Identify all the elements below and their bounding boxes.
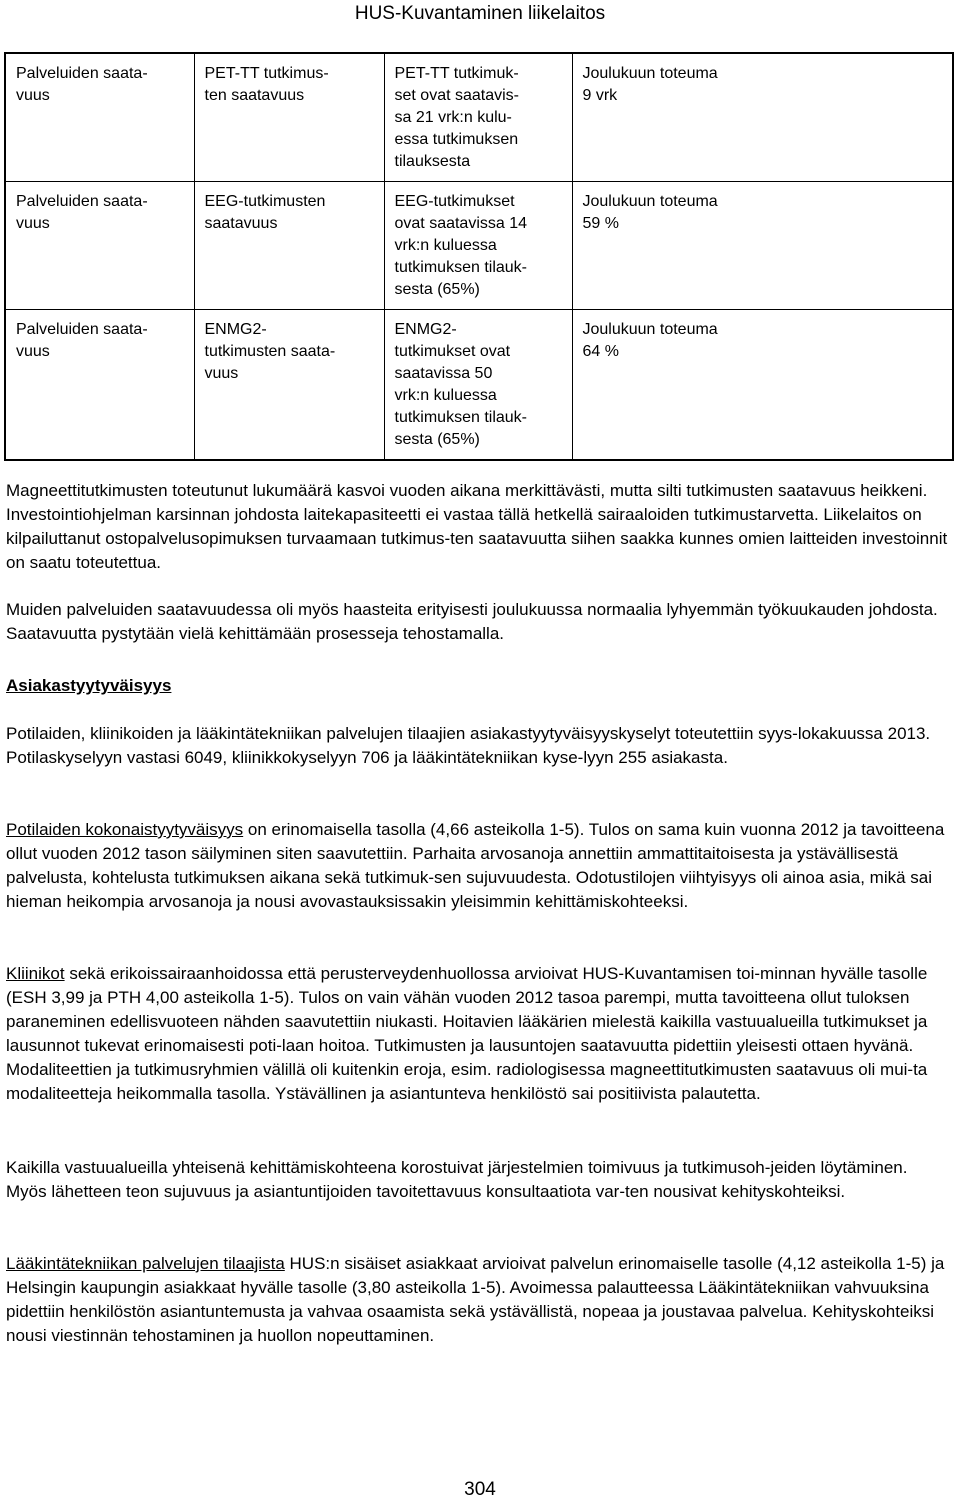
- table-cell-target: PET-TT tutkimuk- set ovat saatavis- sa 21 vrk:n kulu- essa tutkimuksen tilauksesta: [384, 53, 572, 182]
- service-availability-table: [4, 52, 954, 461]
- table-cell-category: Palveluiden saata- vuus: [5, 182, 194, 310]
- table-row: [5, 182, 953, 310]
- table-row: [5, 53, 953, 182]
- table-cell-metric: EEG-tutkimusten saatavuus: [194, 182, 384, 310]
- paragraph-clinicians: [6, 962, 952, 1106]
- section-heading: Asiakastyytyväisyys: [6, 676, 172, 695]
- paragraph-other-services: Muiden palveluiden saatavuudessa oli myös haasteita erityisesti joulukuussa normaalia lyhyemmän työkuukauden johdosta. Saatavuutta pystytään vielä kehittämään prosesseja tehostamalla.: [6, 600, 938, 643]
- patients-link-text: Potilaiden kokonaistyytyväisyys: [6, 820, 244, 839]
- patients-text: on erinomaisella tasolla (4,66 asteikolla 1-5). Tulos on sama kuin vuonna 2012 ja tavoitteena ollut vuoden 2012 tason säilyminen siten saavutettiin. Parhaita arvosanoja annettiin ammattitaitoisesta ja ystävällisestä palvelusta, kohtelusta tutkimuksen aikana sekä tutkimuk-sen sujuvuudesta. Odotustilojen viihtyisyys oli ainoa asia, mikä sai hieman heikompia arvosanoja ja nousi avovastauksissakin yleisimmin kehittämiskohteeksi.: [6, 820, 945, 911]
- paragraph-patients: [6, 818, 952, 914]
- paragraph-survey-intro: Potilaiden, kliinikoiden ja lääkintätekniikan palvelujen tilaajien asiakastyytyväisyyskyselyt toteutettiin syys-lokakuussa 2013. Potilaskyselyyn vastasi 6049, kliinikkokyselyyn 706 ja lääkintätekniikan kyse-lyyn 255 asiakasta.: [6, 724, 931, 767]
- clinicians-link-text: Kliinikot: [6, 964, 65, 983]
- table-cell-result: Joulukuun toteuma 9 vrk: [572, 53, 953, 182]
- table-cell-target: ENMG2- tutkimukset ovat saatavissa 50 vrk:n kuluessa tutkimuksen tilauk- sesta (65%): [384, 310, 572, 461]
- table-cell-category: Palveluiden saata- vuus: [5, 310, 194, 461]
- paragraph-mri-availability: Magneettitutkimusten toteutunut lukumäärä kasvoi vuoden aikana merkittävästi, mutta silti tutkimusten saatavuus heikkeni. Investointiohjelman karsinnan johdosta laitekapasiteetti ei vastaa tällä hetkellä sairaaloiden tutkimustarvetta. Liikelaitos on kilpailuttanut ostopalvelusopimuksen turvaamaan tutkimus-ten saatavuutta siihen saakka kunnes omien laitteiden investoinnit on saatu toteutettua.: [6, 481, 948, 572]
- table-cell-result: Joulukuun toteuma 59 %: [572, 182, 953, 310]
- page-number: 304: [464, 1479, 496, 1500]
- table-cell-result: Joulukuun toteuma 64 %: [572, 310, 953, 461]
- table-cell-metric: ENMG2- tutkimusten saata- vuus: [194, 310, 384, 461]
- table-row: [5, 310, 953, 461]
- paragraph-medical-technology: [6, 1252, 952, 1348]
- medtech-text: HUS:n sisäiset asiakkaat arvioivat palvelun erinomaiselle tasolle (4,12 asteikolla 1-5) ja Helsingin kaupungin asiakkaat hyvälle tasolle (3,80 asteikolla 1-5). Avoimessa palautteessa Lääkintätekniikan vahvuuksina pidettiin henkilöstön asiantuntemusta ja vahvaa osaamista sekä ystävällistä, nopeaa ja joustavaa palvelua. Kehityskohteiksi nousi viestinnän tehostaminen ja huollon nopeuttaminen.: [6, 1254, 945, 1345]
- page-header-title: HUS-Kuvantaminen liikelaitos: [354, 3, 606, 24]
- clinicians-text: sekä erikoissairaanhoidossa että perusterveydenhuollossa arvioivat HUS-Kuvantamisen toi-minnan hyvälle tasolle (ESH 3,99 ja PTH 4,00 asteikolla 1-5). Tulos on vain vähän vuoden 2012 tasoa parempi, mutta tavoitteena ollut tuloksen paraneminen edellisvuoteen nähden saavutettiin niukasti. Hoitavien lääkärien mielestä kaikilla vastuualueilla tutkimukset ja lausunnot tukevat erinomaisesti poti-laan hoitoa. Tutkimusten ja lausuntojen saatavuutta pidettiin yleisesti ottaen hyvänä. Modaliteettien ja tutkimusryhmien välillä oli kuitenkin eroja, esim. radiologisessa magneettitutkimusten saatavuus oli mui-ta modaliteetteja heikommalla tasolla. Ystävällinen ja asiantunteva henkilöstö sai positiivista palautetta.: [6, 964, 928, 1103]
- table-cell-metric: PET-TT tutkimus- ten saatavuus: [194, 53, 384, 182]
- paragraph-development: Kaikilla vastuualueilla yhteisenä kehittämiskohteena korostuivat järjestelmien toimivuus ja tutkimusoh-jeiden löytäminen. Myös lähetteen teon sujuvuus ja asiantuntijoiden tavoitettavuus konsultaatiota var-ten nousivat kehityskohteiksi.: [6, 1158, 908, 1201]
- table-cell-target: EEG-tutkimukset ovat saatavissa 14 vrk:n kuluessa tutkimuksen tilauk- sesta (65%): [384, 182, 572, 310]
- table-cell-category: Palveluiden saata- vuus: [5, 53, 194, 182]
- medtech-link-text: Lääkintätekniikan palvelujen tilaajista: [6, 1254, 285, 1273]
